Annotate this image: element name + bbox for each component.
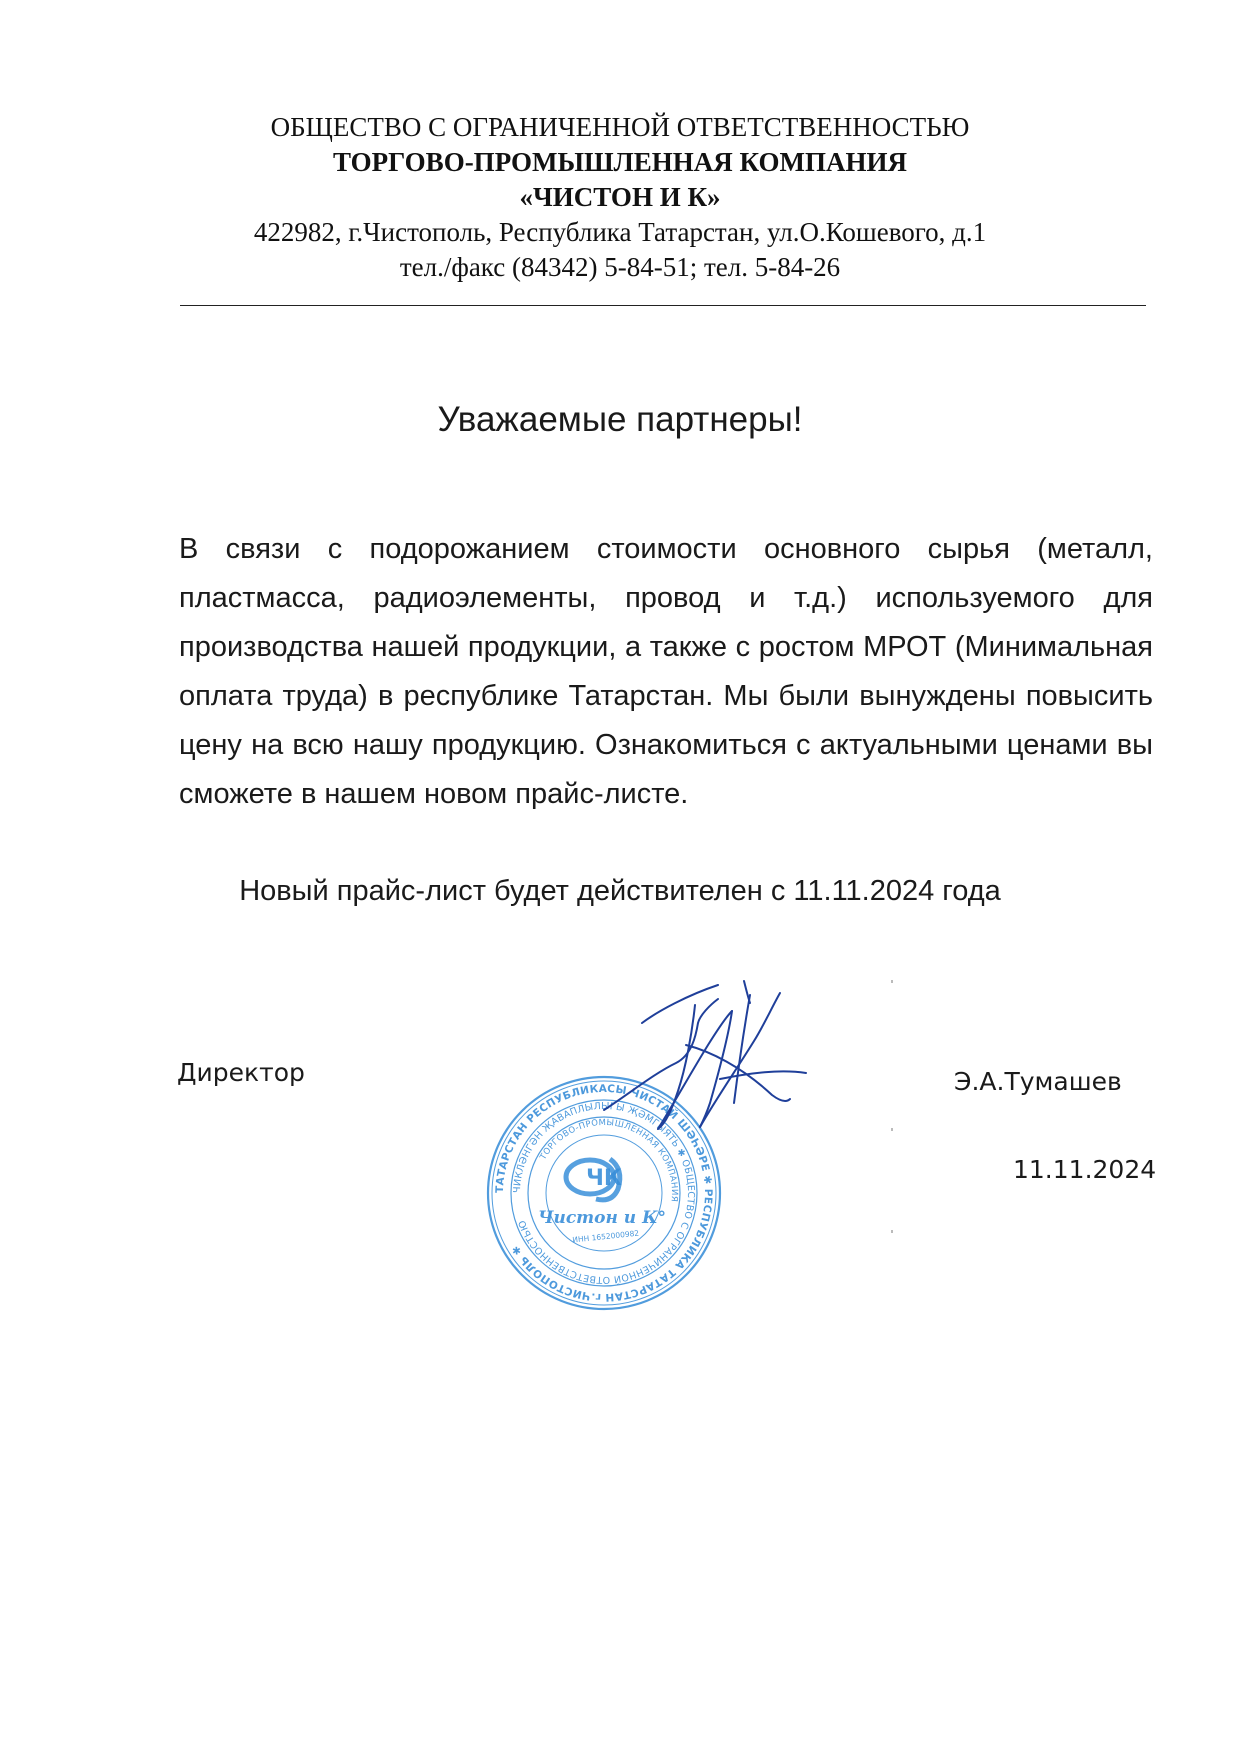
seal-inner-text: ТОРГОВО-ПРОМЫШЛЕННАЯ КОМПАНИЯ <box>538 1117 680 1203</box>
letterhead-legal-form: ОБЩЕСТВО С ОГРАНИЧЕННОЙ ОТВЕТСТВЕННОСТЬЮ <box>270 112 970 142</box>
scan-artifact <box>891 980 893 983</box>
letter-body: В связи с подорожанием стоимости основного сырья (металл, пластмасса, радиоэлементы, провод и т.д.) используемого для производства нашей продукции, а также с ростом МРОТ (Минимальная оплата труда) в республике Татарстан. Мы были вынуждены повысить цену на всю нашу продукцию. Ознакомиться с актуальными ценами вы сможете в нашем новом прайс-листе. <box>179 533 1153 810</box>
letterhead <box>0 110 1240 285</box>
seal-outer-text: ТАТАРСТАН РЕСПУБЛИКАСЫ ЧИСТАЙ ШӘҺӘРЕ ✱ РЕСПУБЛИКА ТАТАРСТАН г.ЧИСТОПОЛЬ ✱ <box>493 1082 715 1304</box>
seal-middle-text: ЧИКЛӘНГӘН ҖАВАПЛЫЛЫГЫ ҖӘМГЫЯТЬ ✱ ОБЩЕСТВО С ОГРАНИЧЕННОЙ ОТВЕТСТВЕННОСТЬЮ <box>511 1100 697 1286</box>
seal-company-name: Чистон и К° <box>537 1208 667 1228</box>
letterhead-address: 422982, г.Чистополь, Республика Татарстан, ул.О.Кошевого, д.1 <box>253 217 987 247</box>
validity-notice: Новый прайс-лист будет действителен с 11.11.2024 года <box>239 875 1001 907</box>
letterhead-divider <box>180 305 1146 306</box>
signatory-title: Директор <box>177 1058 305 1087</box>
letterhead-phone: тел./факс (84342) 5-84-51; тел. 5-84-26 <box>399 252 841 282</box>
seal-logo-icon <box>566 1159 622 1200</box>
signatory-name: Э.А.Тумашев <box>954 1067 1122 1096</box>
signature-date: 11.11.2024 <box>1013 1155 1157 1184</box>
letterhead-company-type: ТОРГОВО-ПРОМЫШЛЕННАЯ КОМПАНИЯ <box>333 147 907 177</box>
letterhead-company-name: «ЧИСТОН И К» <box>519 182 721 212</box>
director-signature-icon <box>600 975 870 1150</box>
scan-artifact <box>891 1128 893 1131</box>
seal-inn: ИНН 1652000982 <box>571 1228 640 1245</box>
salutation: Уважаемые партнеры! <box>437 400 803 439</box>
scan-artifact <box>891 1230 893 1233</box>
seal-logo-letters: ЧК <box>586 1166 622 1191</box>
